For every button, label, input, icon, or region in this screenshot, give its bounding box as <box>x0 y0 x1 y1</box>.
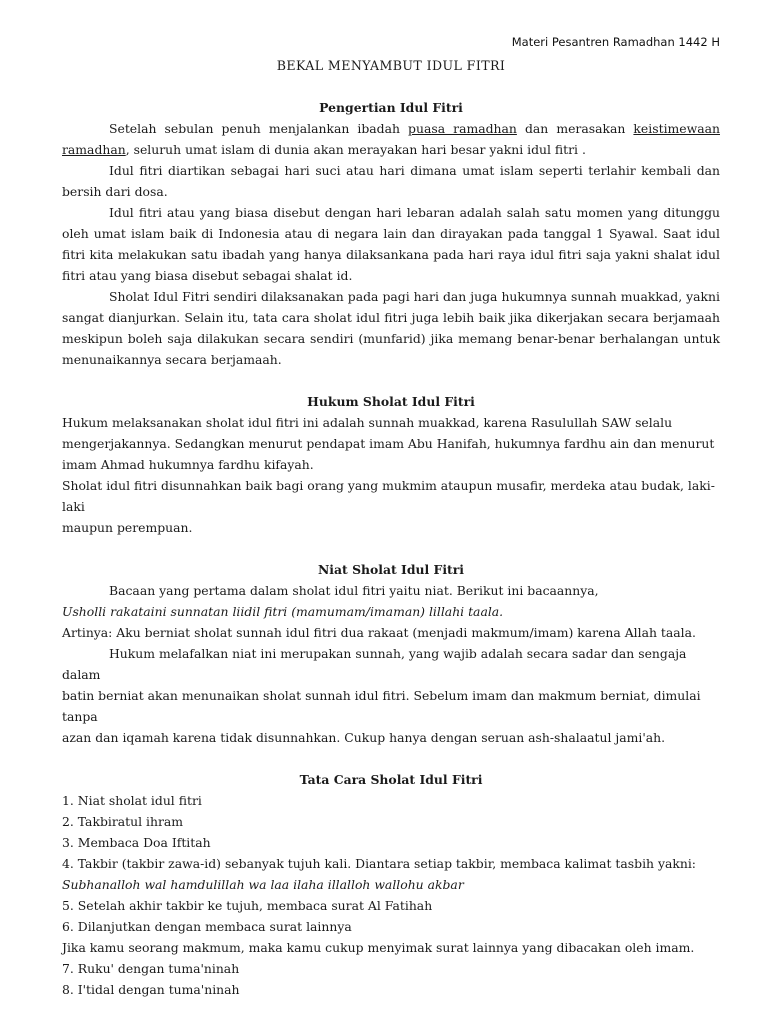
list-item: 7. Ruku' dengan tuma'ninah <box>62 961 240 976</box>
link-keistimewaan-ramadhan[interactable]: keistimewaan ramadhan <box>62 121 720 157</box>
list-item: 6. Dilanjutkan dengan membaca surat lainnya <box>62 919 352 934</box>
hukum-line-2: mengerjakannya. Sedangkan menurut pendapat imam Abu Hanifah, hukumnya fardhu ain dan menurut <box>62 436 715 451</box>
paragraph-pengertian-2: Idul fitri diartikan sebagai hari suci atau hari dimana umat islam seperti terlahir kembali dan bersih dari dosa. <box>62 163 720 199</box>
paragraph-pengertian-3: Idul fitri atau yang biasa disebut dengan hari lebaran adalah salah satu momen yang ditunggu oleh umat islam baik di Indonesia atau di negara lain dan dirayakan pada tanggal 1 Syawal. Saat idul fitri kita melakukan satu ibadah yang hanya dilaksankana pada hari raya idul fitri saja yakni shalat idul fitri atau yang biasa disebut sebagai shalat id. <box>62 205 720 283</box>
niat-line-1: Bacaan yang pertama dalam sholat idul fitri yaitu niat. Berikut ini bacaannya, <box>109 583 599 598</box>
hukum-line-1: Hukum melaksanakan sholat idul fitri ini adalah sunnah muakkad, karena Rasulullah SAW selalu <box>62 415 673 430</box>
header-note: Materi Pesantren Ramadhan 1442 H <box>511 35 720 49</box>
text-run: dan merasakan <box>516 121 634 136</box>
hukum-line-4: Sholat idul fitri disunnahkan baik bagi orang yang mukmim ataupun musafir, merdeka atau budak, laki-laki <box>62 478 715 514</box>
text-run: , seluruh umat islam di dunia akan merayakan hari besar yakni idul fitri . <box>125 142 586 157</box>
niat-meaning: Artinya: Aku berniat sholat sunnah idul fitri dua rakaat (menjadi makmum/imam) karena Allah taala. <box>62 625 696 640</box>
steps-list <box>62 790 720 1000</box>
hukum-line-5: maupun perempuan. <box>62 520 193 535</box>
document-body <box>62 55 720 1000</box>
niat-line-4: Hukum melafalkan niat ini merupakan sunnah, yang wajib adalah secara sadar dan sengaja dalam <box>62 646 687 682</box>
list-item: 1. Niat sholat idul fitri <box>62 793 202 808</box>
list-item: 8. I'tidal dengan tuma'ninah <box>62 982 240 997</box>
list-item: 2. Takbiratul ihram <box>62 814 184 829</box>
section-title-hukum: Hukum Sholat Idul Fitri <box>307 394 475 409</box>
hukum-line-3: imam Ahmad hukumnya fardhu kifayah. <box>62 457 314 472</box>
document-title: BEKAL MENYAMBUT IDUL FITRI <box>276 58 506 73</box>
list-item: 3. Membaca Doa Iftitah <box>62 835 211 850</box>
niat-arabic-transliteration: Usholli rakataini sunnatan liidil fitri (mamumam/imaman) lillahi taala. <box>62 604 504 619</box>
paragraph-pengertian-4: Sholat Idul Fitri sendiri dilaksanakan pada pagi hari dan juga hukumnya sunnah muakkad, yakni sangat dianjurkan. Selain itu, tata cara sholat idul fitri juga lebih baik jika dikerjakan secara berjamaah meskipun boleh saja dilakukan secara sendiri (munfarid) jika memang benar-benar berhalangan untuk menunaikannya secara berjamaah. <box>62 289 720 367</box>
link-puasa-ramadhan[interactable]: puasa ramadhan <box>408 121 517 136</box>
niat-line-5: batin berniat akan menunaikan sholat sunnah idul fitri. Sebelum imam dan makmum berniat, dimulai tanpa <box>62 688 701 724</box>
list-note: Jika kamu seorang makmum, maka kamu cukup menyimak surat lainnya yang dibacakan oleh imam. <box>62 940 695 955</box>
section-title-pengertian: Pengertian Idul Fitri <box>319 100 463 115</box>
niat-line-6: azan dan iqamah karena tidak disunnahkan. Cukup hanya dengan seruan ash-shalaatul jami'ah. <box>62 730 666 745</box>
section-title-niat: Niat Sholat Idul Fitri <box>317 562 465 577</box>
paragraph-pengertian-1 <box>62 118 720 160</box>
section-title-tatacara: Tata Cara Sholat Idul Fitri <box>299 772 483 787</box>
list-item: 5. Setelah akhir takbir ke tujuh, membaca surat Al Fatihah <box>62 898 433 913</box>
text-run: Setelah sebulan penuh menjalankan ibadah <box>109 121 409 136</box>
tasbih-text: Subhanalloh wal hamdulillah wa laa ilaha illalloh wallohu akbar <box>62 877 464 892</box>
list-item: 4. Takbir (takbir zawa-id) sebanyak tujuh kali. Diantara setiap takbir, membaca kalimat tasbih yakni: <box>62 856 696 871</box>
